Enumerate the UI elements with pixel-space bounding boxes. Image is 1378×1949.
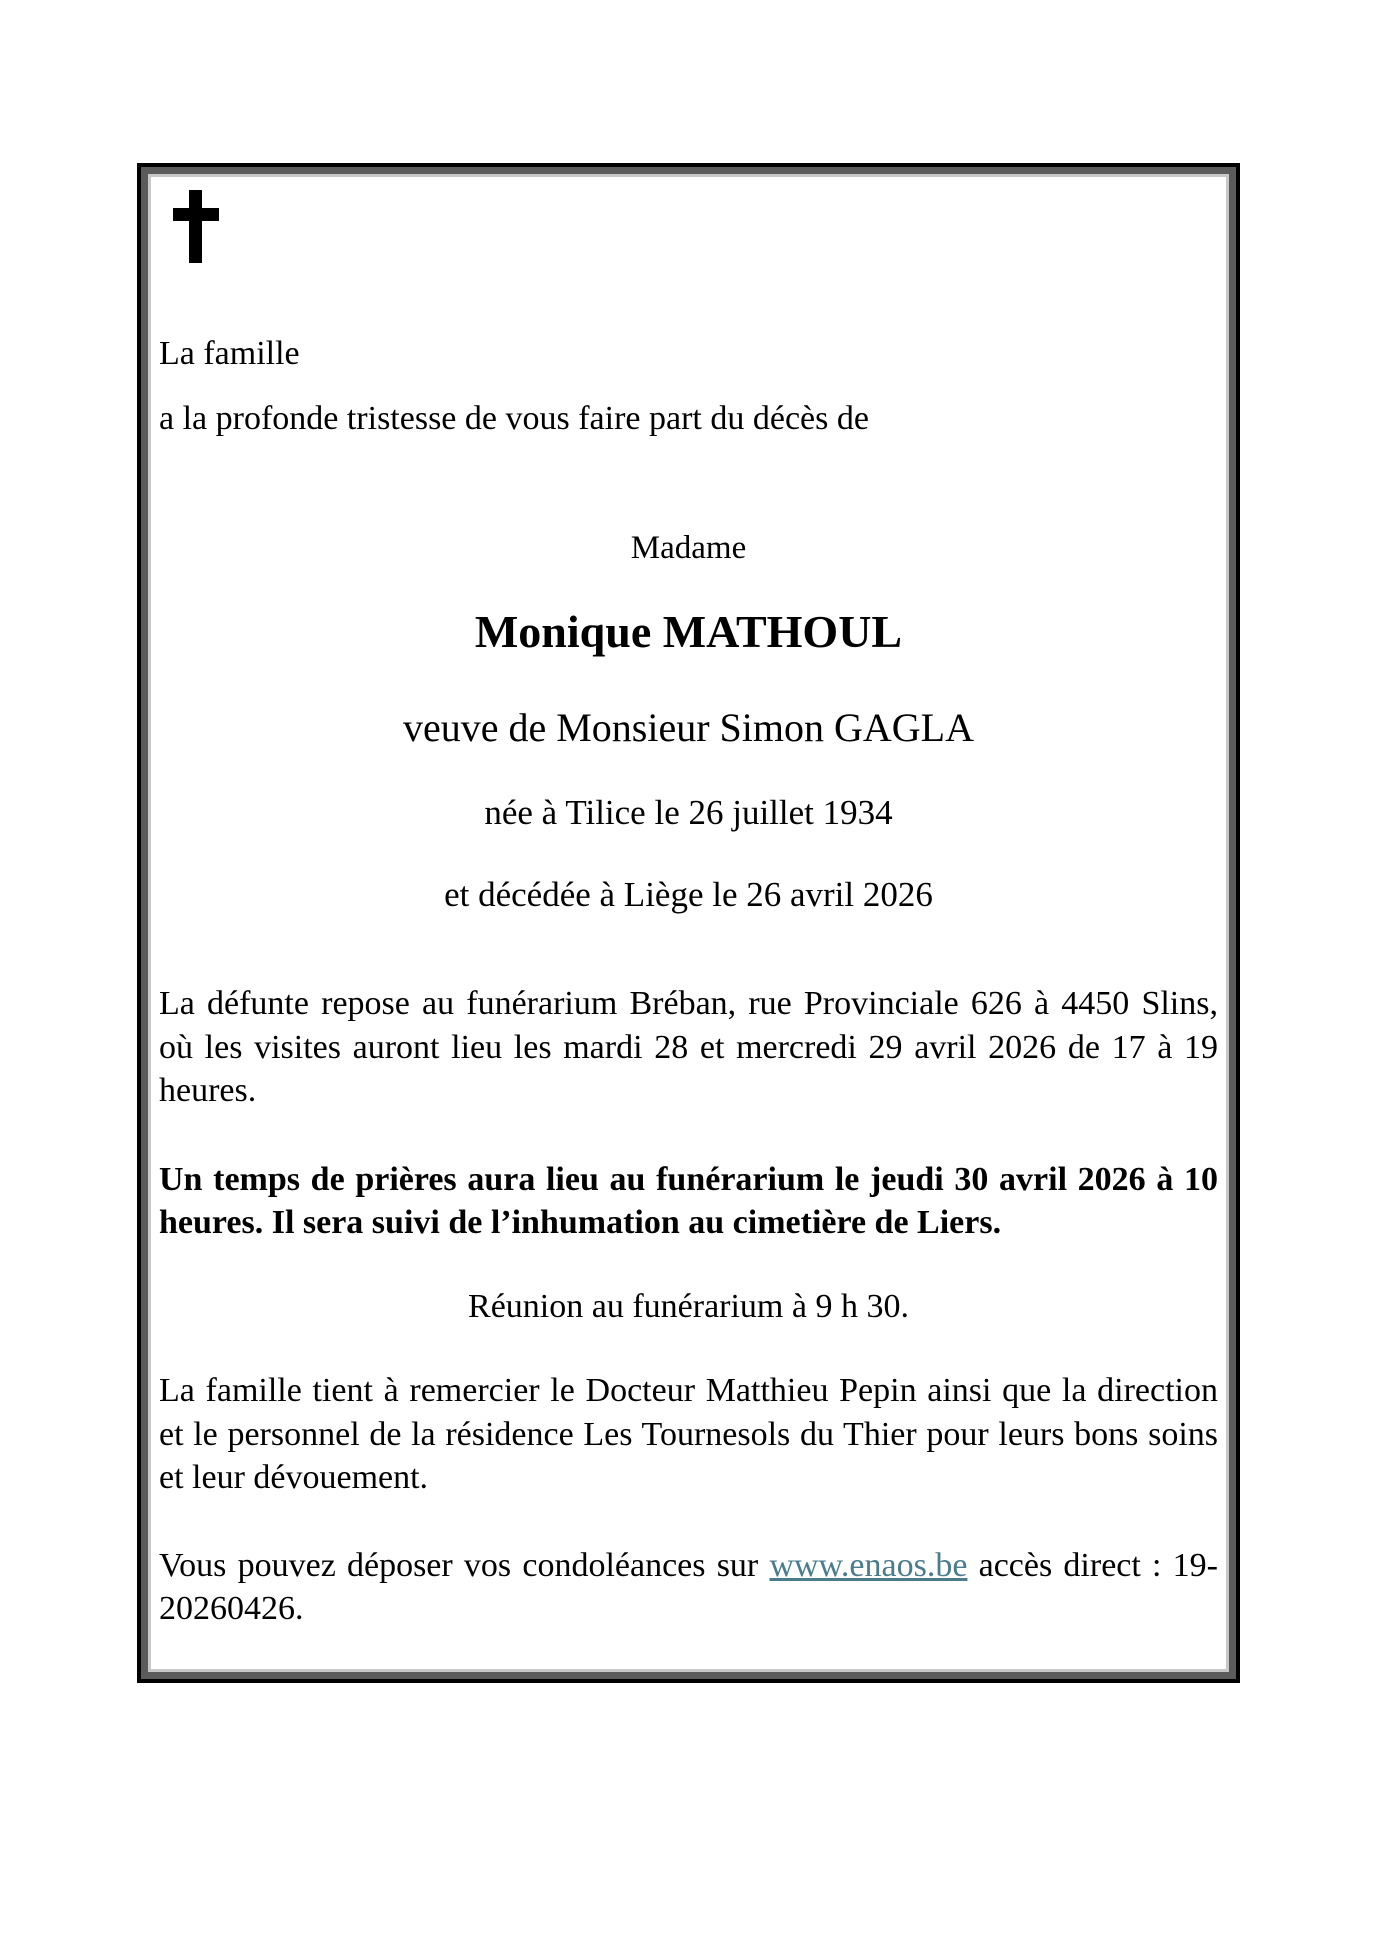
condolences-paragraph — [159, 1544, 1218, 1631]
honorific: Madame — [630, 530, 747, 566]
latin-cross-icon — [173, 190, 219, 263]
condolences-text-before: Vous pouvez déposer vos condoléances sur — [159, 1546, 759, 1584]
death-line: et décédée à Liège le 26 avril 2026 — [444, 875, 933, 914]
frame-middle-rule — [141, 167, 1236, 1679]
relationship-line: veuve de Monsieur Simon GAGLA — [402, 705, 975, 750]
enaos-link[interactable]: www.enaos.be — [769, 1546, 968, 1584]
opening-line: La famille — [159, 335, 300, 372]
cross-vertical-bar — [189, 190, 202, 263]
repose-paragraph: La défunte repose au funérarium Bréban, rue Provinciale 626 à 4450 Slins, où les visites auront lieu les mardi 28 et mercredi 29 avril 2026 de 17 à 19 heures. — [159, 985, 1218, 1109]
announcement-card-frame — [137, 163, 1240, 1683]
deceased-name: Monique MATHOUL — [474, 606, 903, 657]
intro-line: a la profonde tristesse de vous faire part du décès de — [159, 399, 869, 437]
ceremony-paragraph: Un temps de prières aura lieu au funérarium le jeudi 30 avril 2026 à 10 heures. Il sera suivi de l’inhumation au cimetière de Liers. — [159, 1160, 1218, 1241]
cross-horizontal-bar — [173, 208, 219, 221]
birth-line: née à Tilice le 26 juillet 1934 — [484, 793, 893, 832]
announcement-content — [151, 177, 1226, 1669]
condolences-text-after: accès direct : 19-20260426. — [159, 1546, 1218, 1627]
meeting-line: Réunion au funérarium à 9 h 30. — [468, 1287, 909, 1325]
frame-inner-rule — [148, 174, 1229, 1672]
thanks-paragraph: La famille tient à remercier le Docteur Matthieu Pepin ainsi que la direction et le personnel de la résidence Les Tournesols du Thier pour leurs bons soins et leur dévouement. — [159, 1372, 1218, 1496]
